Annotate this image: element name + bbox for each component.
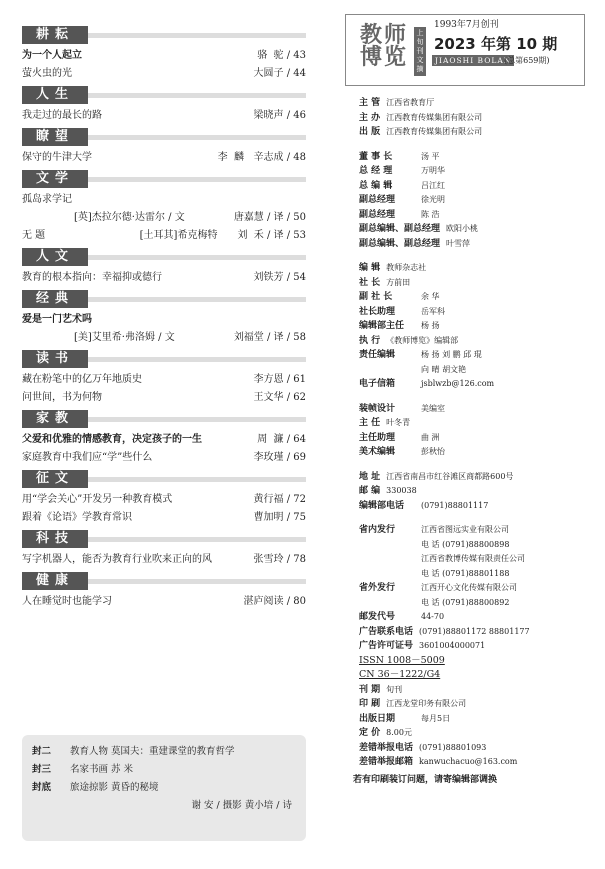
section-header [22,410,306,428]
info-label: 社 长 [359,277,381,288]
info-value: 江西省教育厅 [386,98,435,107]
info-row [359,305,585,320]
section-title: 瞭望 [22,128,88,146]
info-row [359,261,585,276]
info-label: 刊 期 [359,684,381,695]
info-value: 江西省南昌市红谷滩区商都路600号 [386,471,514,481]
article-row [22,593,306,611]
info-value: 330038 [386,486,417,495]
info-row [359,222,585,237]
info-row [359,164,585,179]
frequency-badge: 上旬刊 文摘 [414,27,426,76]
info-row [359,334,585,349]
masthead [345,14,585,86]
info-label: 省外发行 [359,583,396,593]
info-value: 《教师博览》编辑部 [386,335,459,345]
info-value: 44-70 [421,612,445,621]
info-label [359,538,421,553]
section-header [22,572,306,590]
info-row [359,470,585,485]
info-row [359,625,585,640]
article-author-page: 周 濂 / 64 [257,434,306,445]
info-value: (0791)88801117 [421,500,489,510]
info-row [359,538,585,553]
pinyin-title: JIAOSHI BOLAN [432,55,514,66]
info-value: 余 华 [421,292,440,301]
info-label: 副总经理 [359,195,396,205]
info-row [359,237,585,252]
info-row [359,639,585,654]
section-title: 健康 [22,572,88,590]
info-value: 岳军科 [421,306,445,316]
magazine-logo: 教师博览 [360,23,409,70]
article-title: 家庭教育中我们应“学”些什么 [22,452,153,463]
info-value: 江西教育传媒集团有限公司 [386,112,483,122]
info-row [359,150,585,165]
info-row [359,125,585,140]
article-title: 跟着《论语》学教育常识 [22,512,132,523]
info-label: 定 价 [359,728,381,738]
section-header [22,26,306,44]
section-rule [88,579,306,584]
info-value: 美编室 [421,403,445,413]
article-title: 问世间，书为何物 [22,392,102,403]
info-group [345,523,585,770]
article-title: 藏在粉笔中的亿万年地质史 [22,374,142,385]
section-title: 科技 [22,530,88,548]
article-title: 我走过的最长的路 [22,110,102,121]
footer-note: 若有印刷装订问题，请寄编辑部调换 [353,774,498,785]
info-value: (0791)88801172 88801177 [419,626,530,636]
info-value: 汤 平 [421,151,440,161]
info-label: 主 任 [359,418,381,428]
info-group [345,402,585,460]
info-group [345,261,585,392]
toc-section [22,572,306,611]
info-label: 副总编辑、副总经理 [359,224,441,234]
info-label: 出 版 [359,127,381,137]
toc-section [22,86,306,125]
info-row [359,111,585,126]
section-header [22,86,306,104]
info-value: 江西教育传媒集团有限公司 [386,127,483,136]
section-header [22,350,306,368]
info-row [359,276,585,291]
masthead-column [345,14,585,785]
article-row [22,371,306,389]
info-value: 彭秋怡 [421,447,445,456]
article-author-page: 湛庐阅读 / 80 [243,596,306,607]
article-author-page: 刘福堂 / 译 / 58 [233,332,306,343]
section-title: 文学 [22,170,88,188]
info-value: 江西龙堂印务有限公司 [386,699,467,708]
section-header [22,248,306,266]
article-title: [美]艾里希·弗洛姆 / 文 [74,332,175,343]
info-row [359,208,585,223]
info-row [359,697,585,712]
info-label: 美术编辑 [359,447,396,457]
article-title: 无 题 [22,230,46,241]
info-label: 副总编辑、副总经理 [359,238,441,249]
article-author-page: 唐嘉慧 / 译 / 50 [233,212,306,223]
info-row [359,499,585,514]
article-row [22,329,306,347]
info-label: 差错举报邮箱 [359,757,414,767]
info-value: 杨 扬 [421,321,440,330]
info-group [345,470,585,514]
info-row [359,712,585,727]
article-title: [英]杰拉尔德·达雷尔 / 文 [74,212,185,223]
toc-section [22,350,306,407]
info-label: 装帧设计 [359,403,396,414]
info-value: 欧阳小桃 [446,224,479,233]
info-label: 编辑部主任 [359,321,405,331]
info-value: 陈 浩 [421,209,440,219]
info-row [359,668,585,683]
info-label: 总 经 理 [359,166,393,176]
article-author-page: 李方恩 / 61 [253,374,306,385]
info-value: 向 晴 胡文艳 [421,364,467,374]
article-row [22,389,306,407]
info-row [359,431,585,446]
info-value: 电 话 (0791)88800892 [421,597,510,607]
info-value: 旬刊 [386,684,403,694]
info-value: kanwuchacuo@163.com [419,757,518,766]
toc-section [22,170,306,245]
article-row [22,227,306,245]
section-rule [88,297,306,302]
issue-number: 2023 年第 10 期 [434,35,558,53]
toc-section [22,410,306,467]
info-row [359,726,585,741]
article-row [22,491,306,509]
article-row [22,311,306,329]
info-value: 徐光明 [421,195,445,204]
info-label [359,363,421,378]
section-header [22,290,306,308]
toc-section [22,26,306,83]
total-issue: (总第659期) [504,56,550,65]
cover-line: 封二 教育人物 莫国夫：重建课堂的教育哲学 [32,746,235,757]
info-label: 董 事 长 [359,151,393,162]
info-row [359,596,585,611]
info-value: 江西开心文化传媒有限公司 [421,583,517,592]
info-value: 江西省图远实业有限公司 [421,525,509,534]
article-title: 写字机器人，能否为教育行业吹来正向的风 [22,554,212,565]
info-row [359,290,585,305]
info-value: 每月5日 [421,713,451,723]
publication-info [345,96,585,770]
info-label: 总 编 辑 [359,180,393,191]
info-value: (0791)88801093 [419,742,487,752]
article-author-page: 大圆子 / 44 [253,68,306,79]
cover-credit: 谢 安 / 摄影 黄小培 / 诗 [191,800,292,811]
info-row [359,319,585,334]
info-row [359,402,585,417]
info-row [359,567,585,582]
article-row [22,449,306,467]
article-title: 保守的牛津大学 [22,152,92,163]
info-row [359,755,585,770]
article-author-page: 李玫瑾 / 69 [253,452,306,463]
info-row [359,484,585,499]
section-title: 人文 [22,248,88,266]
article-author-page: 曹加明 / 75 [253,512,306,523]
info-label: 副 社 长 [359,292,393,302]
article-row [22,47,306,65]
section-rule [88,135,306,140]
info-row [359,445,585,460]
info-value: ISSN 1008－5009 [359,654,445,666]
info-value: 电 话 (0791)88800898 [421,539,510,549]
section-title: 征文 [22,470,88,488]
info-value: 3601004000071 [419,641,486,650]
article-title: 萤火虫的光 [22,68,72,79]
info-value: 叶冬青 [386,418,411,427]
info-row [359,179,585,194]
section-header [22,128,306,146]
toc-section [22,530,306,569]
founded-date: 1993年7月创刊 [434,20,499,30]
article-row [22,551,306,569]
article-row [22,65,306,83]
info-row [359,683,585,698]
info-label [359,567,421,582]
info-label: 主任助理 [359,432,396,443]
info-value: 吕江红 [421,180,445,190]
info-value: CN 36－1222/G4 [359,669,441,680]
section-title: 耕耘 [22,26,88,44]
info-row [359,96,585,111]
article-author-page: 黄行福 / 72 [253,494,306,505]
article-row [22,269,306,287]
info-label: 广告许可证号 [359,641,414,651]
info-row [359,610,585,625]
article-row [22,191,306,209]
article-row [22,431,306,449]
table-of-contents [22,26,306,614]
info-label: 差错举报电话 [359,742,414,753]
info-label: 地 址 [359,471,381,482]
section-header [22,470,306,488]
article-author-page: 骆 驼 / 43 [257,50,306,61]
info-label: 社长助理 [359,306,396,317]
article-title: 父爱和优雅的情感教育，决定孩子的一生 [22,434,202,445]
info-row [359,193,585,208]
cover-line: 封三 名家书画 苏 米 [32,764,134,775]
info-value: 江西省教博传媒有限责任公司 [421,554,525,563]
article-author-page: 梁晓声 / 46 [253,110,306,121]
info-label: 电子信箱 [359,379,396,389]
info-label: 责任编辑 [359,350,396,360]
article-title: 教育的根本指向：幸福抑或德行 [22,272,162,283]
toc-section [22,128,306,167]
info-row [359,552,585,567]
article-row [22,149,306,167]
info-row [359,377,585,392]
section-rule [88,357,306,362]
section-title: 读书 [22,350,88,368]
info-value: 万明华 [421,166,445,175]
cover-credits [22,735,306,841]
section-rule [88,177,306,182]
article-row [22,209,306,227]
info-group [345,96,585,140]
info-value: jsblwzb@126.com [421,379,495,388]
section-rule [88,255,306,260]
info-value: 教师杂志社 [386,263,427,272]
section-header [22,530,306,548]
info-label: 主 办 [359,112,381,123]
toc-section [22,290,306,347]
info-label: 编辑部电话 [359,500,405,511]
info-row [359,363,585,378]
info-value: 杨 扬 刘 鹏 邱 琨 [421,350,482,359]
section-rule [88,33,306,38]
info-label: 邮 编 [359,486,381,496]
article-author-page: 刘 禾 / 译 / 53 [237,230,306,241]
cover-line: 封底 旅途掠影 黄昏的秘境 [32,782,159,793]
article-title: 用“学会关心”开发另一种教育模式 [22,494,173,505]
info-row [359,654,585,669]
info-row [359,523,585,538]
article-author-page: 王文华 / 62 [253,392,306,403]
info-label: 副总经理 [359,209,396,220]
section-rule [88,93,306,98]
info-value: 方前田 [386,277,411,287]
info-label: 省内发行 [359,525,396,535]
info-label: 邮发代号 [359,612,396,622]
info-label: 编 辑 [359,263,381,273]
section-rule [88,537,306,542]
section-title: 经典 [22,290,88,308]
article-row [22,509,306,527]
article-title: 爱是一门艺术吗 [22,314,92,325]
article-author-page: 刘铁芳 / 54 [253,272,306,283]
info-value: 曲 洲 [421,432,440,442]
info-value: 电 话 (0791)88801188 [421,568,510,578]
info-label: 主 管 [359,98,381,108]
section-rule [88,477,306,482]
info-row [359,741,585,756]
article-author-page: 张雪玲 / 78 [253,554,306,565]
toc-section [22,470,306,527]
section-rule [88,417,306,422]
article-author-page: 李 麟 辛志成 / 48 [217,152,306,163]
article-title: 孤岛求学记 [22,194,72,205]
article-row [22,107,306,125]
section-title: 家教 [22,410,88,428]
info-group [345,150,585,252]
toc-section [22,248,306,287]
article-title: 为一个人起立 [22,50,82,61]
info-row [359,348,585,363]
info-value: 叶雪萍 [446,238,471,248]
info-label: 出版日期 [359,713,396,724]
info-label [359,552,421,567]
section-title: 人生 [22,86,88,104]
info-label [359,596,421,611]
info-label: 印 刷 [359,699,381,709]
info-label: 广告联系电话 [359,626,414,637]
info-row [359,581,585,596]
article-original-author: [土耳其]希克梅特 [139,230,218,241]
article-title: 人在睡觉时也能学习 [22,596,112,607]
section-header [22,170,306,188]
info-row [359,416,585,431]
info-value: 8.00元 [386,728,412,737]
info-label: 执 行 [359,335,381,346]
